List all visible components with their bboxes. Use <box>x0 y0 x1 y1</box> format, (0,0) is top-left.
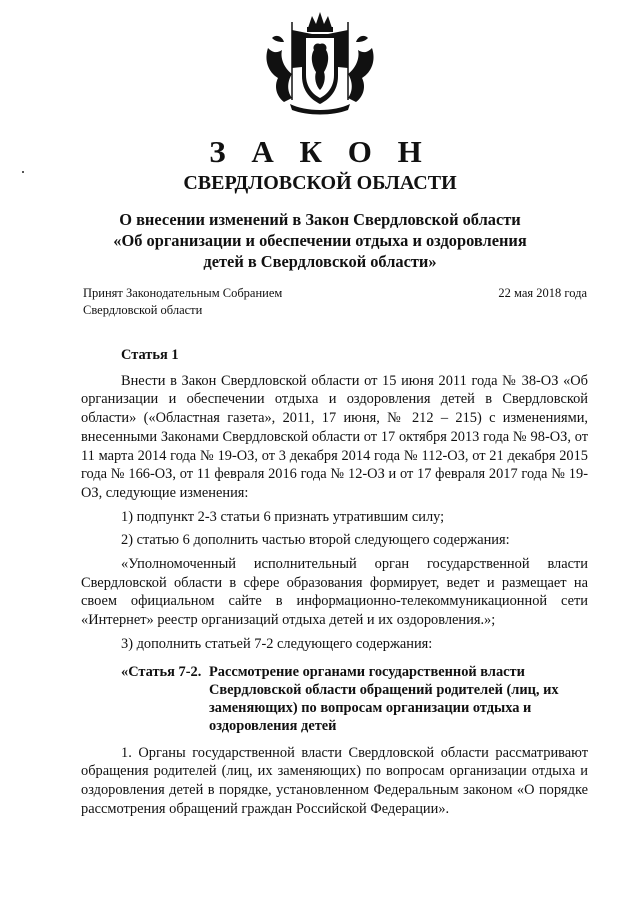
article-item: 3) дополнить статьей 7-2 следующего содержания: <box>121 635 433 652</box>
article-item: 2) статью 6 дополнить частью второй следующего содержания: <box>121 532 510 549</box>
inserted-article-title: Рассмотрение органами государственной власти Свердловской области обращений родителей (лиц, их заменяющих) по вопросам организации отдыха и оздоровления детей <box>209 663 559 734</box>
adoption-body-line: Свердловской области <box>83 303 203 317</box>
article-paragraph: Внести в Закон Свердловской области от 15 июня 2011 года № 38-ОЗ «Об организации и обеспечении отдыха и оздоровления детей в Свердловской области» («Областная газета», 2011, 17 июня, № 212 – 215) с изменениями, внесенными Законами Свердловской области от 17 октября 2013 года № 98-ОЗ, от 11 марта 2014 года № 19-ОЗ, от 3 декабря 2014 года № 112-ОЗ, от 21 декабря 2015 года № 166-ОЗ, от 11 февраля 2016 года № 12-ОЗ и от 17 февраля 2017 года № 19-ОЗ, следующие изменения: <box>81 372 588 501</box>
inserted-article-heading <box>81 663 588 735</box>
quoted-text: «Уполномоченный исполнительный орган государственной власти Свердловской области в сфере образования формирует, ведет и размещает на своем официальном сайте в информационно-телекоммуникационной сети «Интернет» реестр организаций отдыха детей и их оздоровления.»; <box>81 556 588 629</box>
inserted-article-paragraph: 1. Органы государственной власти Свердловской области рассматривают обращения родителей (лиц, их заменяющих) по вопросам организации отдыха и оздоровления детей в порядке, установленном Федеральным законом «О порядке рассмотрения обращений граждан Российской Федерации». <box>81 744 588 817</box>
article-item: 1) подпункт 2-3 статьи 6 признать утратившим силу; <box>121 508 445 525</box>
adoption-date: 22 мая 2018 года <box>498 286 587 300</box>
law-title <box>60 209 580 272</box>
document-body <box>81 346 588 818</box>
document-subtitle: СВЕРДЛОВСКОЙ ОБЛАСТИ <box>183 172 457 194</box>
document-title: З А К О Н <box>209 134 431 169</box>
law-title-line: «Об организации и обеспечении отдыха и оздоровления <box>113 231 527 250</box>
adoption-body <box>83 285 383 319</box>
adoption-body-line: Принят Законодательным Собранием <box>83 286 283 300</box>
article-heading: Статья 1 <box>121 347 179 363</box>
law-title-line: детей в Свердловской области» <box>203 252 437 271</box>
inserted-article-label: «Статья 7-2. <box>121 663 202 680</box>
coat-of-arms-emblem <box>262 8 378 118</box>
law-title-line: О внесении изменений в Закон Свердловской области <box>119 210 521 229</box>
